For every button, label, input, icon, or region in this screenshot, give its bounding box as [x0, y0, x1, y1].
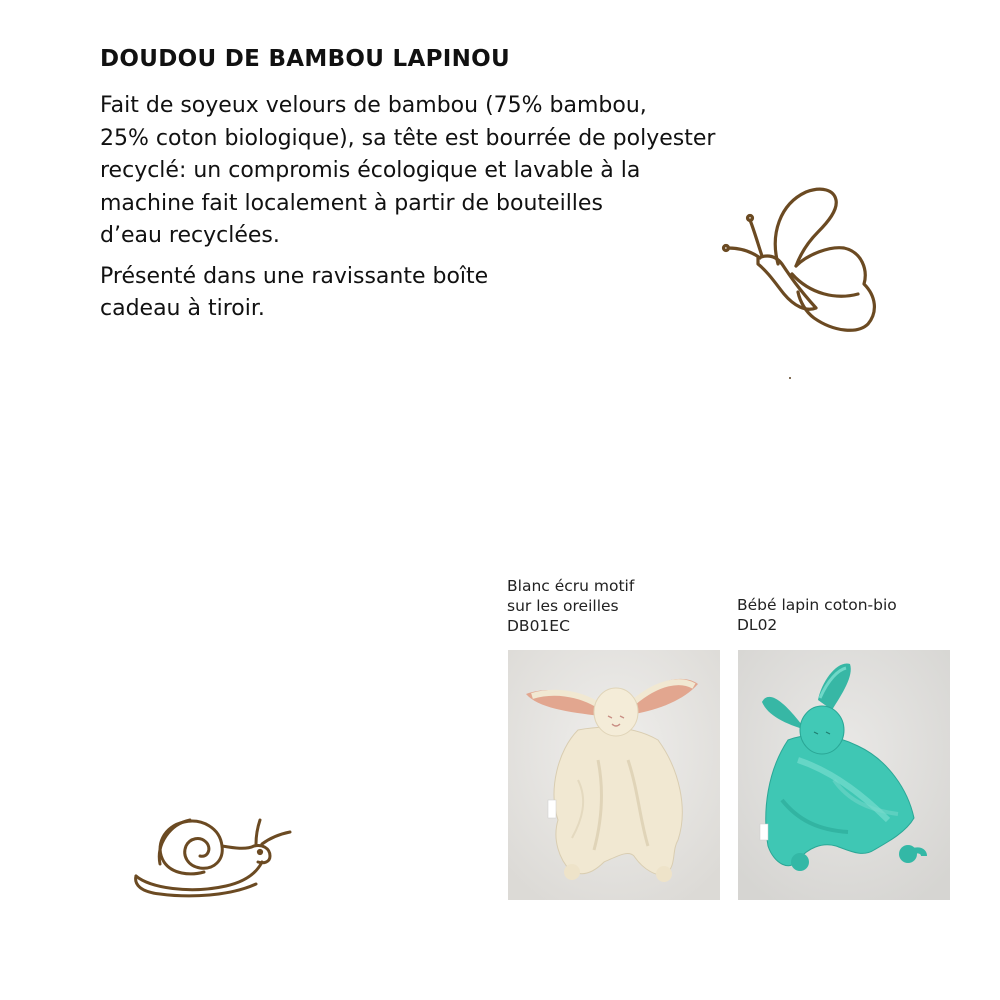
caption-line: Blanc écru motif: [507, 577, 635, 595]
product-description: [100, 90, 750, 334]
butterfly-icon: [718, 184, 880, 336]
description-line: cadeau à tiroir.: [100, 296, 265, 321]
snail-icon: [130, 814, 298, 904]
caption-line: sur les oreilles: [507, 597, 619, 615]
product-caption-dl02: [737, 595, 897, 635]
description-line: 25% coton biologique), sa tête est bourrée de polyester: [100, 125, 716, 151]
description-line: machine fait localement à partir de bouteilles: [100, 190, 603, 216]
decorative-dot: [789, 377, 791, 379]
description-paragraph-1: [100, 90, 750, 253]
turquoise-bunny-comforter-photo: [738, 650, 950, 900]
description-line: Fait de soyeux velours de bambou (75% bambou,: [100, 93, 647, 118]
caption-line: Bébé lapin coton-bio: [737, 596, 897, 614]
product-caption-db01ec: [507, 576, 634, 636]
product-code: DB01EC: [507, 617, 570, 635]
description-paragraph-2: [100, 261, 750, 326]
description-line: d’eau recyclées.: [100, 223, 280, 248]
page-title: DOUDOU DE BAMBOU LAPINOU: [100, 46, 510, 72]
description-line: Présenté dans une ravissante boîte: [100, 263, 489, 289]
cream-bunny-comforter-photo: [508, 650, 720, 900]
description-line: recyclé: un compromis écologique et lavable à la: [100, 158, 641, 183]
product-code: DL02: [737, 616, 778, 634]
